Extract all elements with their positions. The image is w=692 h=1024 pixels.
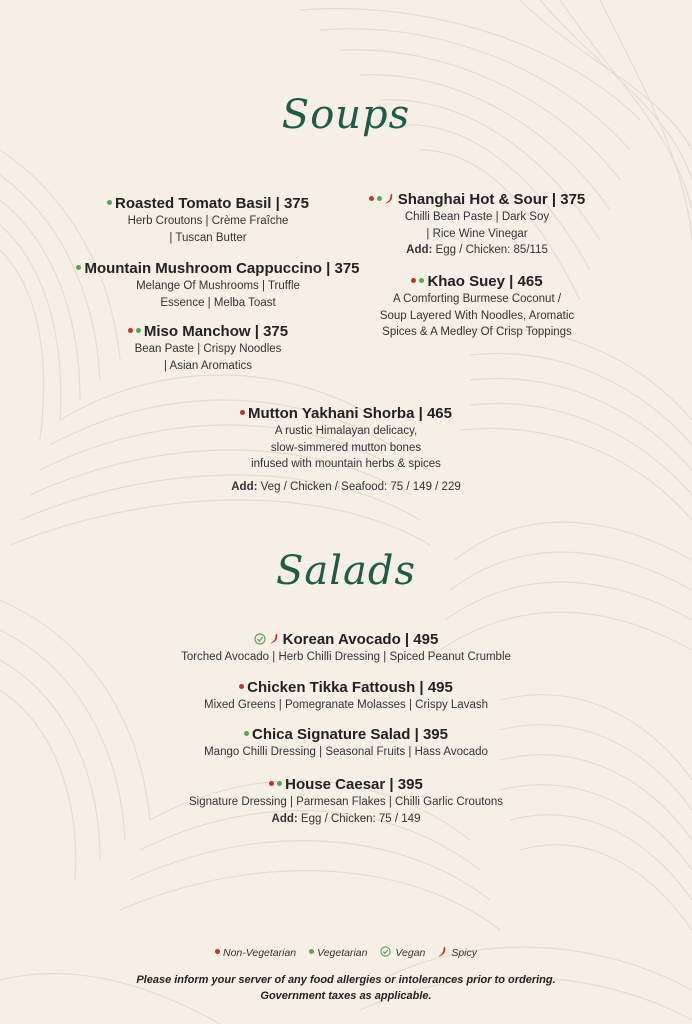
non-veg-dot xyxy=(369,196,374,201)
vegan-icon xyxy=(380,946,391,957)
item-name: Mountain Mushroom Cappuccino xyxy=(84,260,322,277)
item-price: 375 xyxy=(263,323,289,340)
price-separator: | xyxy=(400,631,414,648)
veg-dot xyxy=(377,196,382,201)
price-separator: | xyxy=(271,195,284,212)
price-separator: | xyxy=(385,776,398,793)
price-separator: | xyxy=(321,260,335,277)
soups-heading: Soups xyxy=(281,92,411,138)
item-price: 375 xyxy=(560,191,586,208)
legend-label: Spicy xyxy=(451,946,477,959)
item-description: Herb Croutons | Crème Fraîche xyxy=(127,215,289,227)
item-description: | Asian Aromatics xyxy=(164,359,252,372)
menu-item-korean-avocado xyxy=(96,630,596,666)
legend-label: Vegan xyxy=(395,946,426,959)
item-description: A Comforting Burmese Coconut / xyxy=(392,293,562,305)
allergy-note: Please inform your server of any food allergies or intolerances prior to ordering. xyxy=(136,974,556,986)
non-veg-dot xyxy=(411,278,416,283)
item-description: Bean Paste | Crispy Noodles xyxy=(134,343,282,355)
add-label: Add: xyxy=(406,244,433,256)
item-add-on xyxy=(146,811,546,828)
add-label: Add: xyxy=(231,480,258,493)
menu-item-chica-signature-salad xyxy=(146,725,546,761)
veg-dot xyxy=(419,278,424,283)
non-veg-dot xyxy=(240,410,245,415)
dietary-legend xyxy=(0,946,692,960)
legend-vegan xyxy=(380,946,425,960)
veg-dot xyxy=(244,731,249,736)
menu-item-mutton-yakhani-shorba xyxy=(196,404,496,495)
add-label: Add: xyxy=(271,812,298,825)
item-price: 495 xyxy=(427,679,453,696)
footer-notes xyxy=(0,972,692,1004)
menu-item-mountain-mushroom-cappuccino xyxy=(58,259,378,311)
non-veg-dot xyxy=(269,781,274,786)
chili-icon xyxy=(270,633,279,644)
add-text: Egg / Chicken: 85/115 xyxy=(432,244,548,256)
veg-dot xyxy=(309,949,314,954)
add-text: Egg / Chicken: 75 / 149 xyxy=(297,812,421,825)
item-price: 465 xyxy=(426,405,452,422)
item-description: infused with mountain herbs & spices xyxy=(251,458,441,470)
item-description: Melange Of Mushrooms | Truffle xyxy=(136,280,300,292)
price-separator: | xyxy=(504,273,518,290)
item-name: Chica Signature Salad xyxy=(252,726,411,743)
item-add-on xyxy=(352,242,602,259)
item-price: 395 xyxy=(422,726,448,743)
item-name: Khao Suey xyxy=(427,273,505,290)
menu-item-chicken-tikka-fattoush xyxy=(146,678,546,714)
veg-dot xyxy=(107,200,112,205)
item-description: Torched Avocado | Herb Chilli Dressing | Spiced Peanut Crumble xyxy=(181,651,511,663)
non-veg-dot xyxy=(239,684,244,689)
chili-icon xyxy=(438,946,447,957)
salads-heading: Salads xyxy=(275,548,417,594)
add-text: Veg / Chicken / Seafood: 75 / 149 / 229 xyxy=(257,480,461,493)
menu-item-shanghai-hot-sour xyxy=(352,190,602,259)
item-description: | Rice Wine Vinegar xyxy=(426,227,528,240)
item-name: Shanghai Hot & Sour xyxy=(397,191,548,208)
price-separator: | xyxy=(547,191,561,208)
legend-label: Non-Vegetarian xyxy=(222,946,297,959)
item-price: 375 xyxy=(334,260,360,277)
item-description: Chilli Bean Paste | Dark Soy xyxy=(404,211,550,223)
item-description: slow-simmered mutton bones xyxy=(270,441,422,454)
legend-label: Vegetarian xyxy=(317,946,368,959)
veg-dot xyxy=(136,328,141,333)
vegan-icon xyxy=(254,633,266,645)
item-description: Essence | Melba Toast xyxy=(160,296,276,309)
item-price: 375 xyxy=(283,195,309,212)
item-description: A rustic Himalayan delicacy, xyxy=(274,425,418,437)
tax-note: Government taxes as applicable. xyxy=(260,990,432,1002)
item-price: 465 xyxy=(517,273,543,290)
item-description: Signature Dressing | Parmesan Flakes | Chilli Garlic Croutons xyxy=(188,796,504,808)
item-description: Mango Chilli Dressing | Seasonal Fruits | Hass Avocado xyxy=(204,746,488,758)
menu-item-roasted-tomato-basil xyxy=(88,194,328,246)
non-veg-dot xyxy=(215,949,220,954)
item-add-on xyxy=(196,479,496,496)
item-price: 395 xyxy=(397,776,423,793)
item-name: Korean Avocado xyxy=(282,631,401,648)
item-price: 495 xyxy=(413,631,439,648)
item-description: Mixed Greens | Pomegranate Molasses | Crispy Lavash xyxy=(203,699,488,711)
item-description: Spices & A Medley Of Crisp Toppings xyxy=(382,326,572,338)
item-name: Mutton Yakhani Shorba xyxy=(248,405,415,422)
item-name: House Caesar xyxy=(285,776,386,793)
veg-dot xyxy=(277,781,282,786)
price-separator: | xyxy=(410,726,423,743)
price-separator: | xyxy=(415,679,428,696)
veg-dot xyxy=(76,265,81,270)
legend-veg xyxy=(309,947,367,959)
menu-item-miso-manchow xyxy=(88,322,328,374)
legend-spicy xyxy=(438,946,477,960)
price-separator: | xyxy=(250,323,264,340)
item-description: | Tuscan Butter xyxy=(169,231,247,244)
item-name: Miso Manchow xyxy=(143,323,251,340)
price-separator: | xyxy=(414,405,427,422)
menu-item-house-caesar xyxy=(146,775,546,827)
legend-non-veg xyxy=(215,947,296,959)
non-veg-dot xyxy=(128,328,133,333)
item-description: Soup Layered With Noodles, Aromatic xyxy=(379,309,575,322)
item-name: Chicken Tikka Fattoush xyxy=(247,679,416,696)
chili-icon xyxy=(385,193,394,204)
menu-item-khao-suey xyxy=(352,272,602,341)
item-name: Roasted Tomato Basil xyxy=(115,195,272,212)
